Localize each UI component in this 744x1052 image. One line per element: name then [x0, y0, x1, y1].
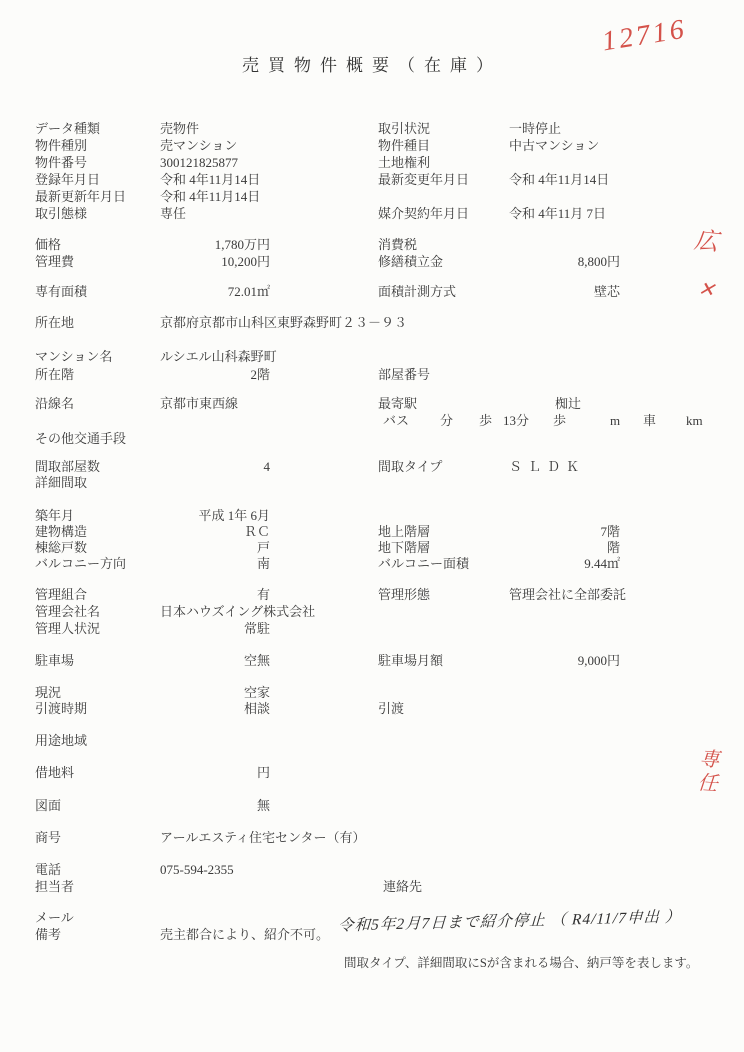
structure-label: 建物構造 [35, 524, 88, 539]
management-fee-value: 10,200円 [221, 254, 270, 269]
parking-monthly-label: 駐車場月額 [378, 653, 444, 668]
handwritten-note-kou: 広 [692, 227, 720, 257]
balcony-area-value: 9.44㎡ [584, 556, 620, 571]
property-kind-value: 売マンション [160, 138, 238, 153]
built-date-label: 築年月 [35, 508, 75, 523]
parking-value: 空無 [243, 653, 270, 668]
consumption-tax-label: 消費税 [378, 237, 418, 252]
transaction-type-value: 専任 [160, 206, 187, 221]
balcony-area-label: バルコニー面積 [378, 556, 470, 571]
floors-below-label: 地下階層 [378, 540, 431, 555]
land-rent-value: 円 [256, 765, 270, 780]
land-rent-label: 借地料 [35, 765, 75, 780]
data-type-value: 売物件 [160, 121, 200, 136]
structure-value: ＲＣ [243, 524, 270, 539]
last-modified-date-value: 令和 4年11月14日 [509, 172, 610, 187]
zoning-label: 用途地域 [35, 733, 88, 748]
other-transport-label: その他交通手段 [35, 431, 127, 446]
property-number-value: 300121825877 [160, 155, 238, 170]
remarks-value: 売主都合により、紹介不可。 [160, 927, 330, 942]
management-company-value: 日本ハウズイング株式会社 [160, 604, 316, 619]
nearest-station-value: 椥辻 [555, 396, 582, 411]
total-units-value: 戸 [256, 540, 270, 555]
floor-located-value: 2階 [250, 367, 270, 382]
access-walk-minutes: 13分 [503, 413, 530, 428]
current-state-value: 空家 [243, 685, 270, 700]
trade-name-label: 商号 [35, 830, 62, 845]
access-walk2-label: 歩 [553, 413, 567, 428]
layout-type-value: ＳＬＤＫ [509, 459, 586, 474]
land-rights-label: 土地権利 [378, 155, 431, 170]
phone-label: 電話 [35, 862, 62, 877]
area-measurement-value: 壁芯 [593, 284, 620, 299]
property-kind-label: 物件種別 [35, 138, 88, 153]
nearest-station-label: 最寄駅 [378, 396, 418, 411]
drawing-label: 図面 [35, 798, 62, 813]
contact-person-label: 担当者 [35, 879, 75, 894]
registration-date-label: 登録年月日 [35, 172, 101, 187]
handover-label: 引渡 [378, 701, 405, 716]
total-units-label: 棟総戸数 [35, 540, 88, 555]
repair-reserve-label: 修繕積立金 [378, 254, 444, 269]
contact-label: 連絡先 [383, 879, 423, 894]
price-value: 1,780万円 [214, 237, 270, 252]
room-number-label: 部屋番号 [378, 367, 431, 382]
access-car-label: 車 [643, 413, 657, 428]
drawing-value: 無 [256, 798, 270, 813]
floor-located-label: 所在階 [35, 367, 75, 382]
transaction-type-label: 取引態様 [35, 206, 88, 221]
email-label: メール [35, 910, 74, 925]
repair-reserve-value: 8,800円 [577, 254, 620, 269]
access-meter-unit: m [610, 413, 621, 428]
parking-label: 駐車場 [35, 653, 75, 668]
management-assoc-value: 有 [256, 587, 270, 602]
floors-below-value: 階 [606, 540, 620, 555]
mansion-name-value: ルシエル山科森野町 [160, 349, 277, 364]
property-category-value: 中古マンション [509, 138, 600, 153]
registration-date-value: 令和 4年11月14日 [160, 172, 261, 187]
room-count-value: 4 [263, 459, 270, 474]
footer-note: 間取タイプ、詳細間取にSが含まれる場合、納戸等を表します。 [344, 956, 699, 970]
layout-detail-label: 詳細間取 [35, 475, 88, 490]
room-count-label: 間取部屋数 [35, 459, 101, 474]
agency-contract-date-label: 媒介契約年月日 [378, 206, 470, 221]
parking-monthly-value: 9,000円 [577, 653, 620, 668]
location-label: 所在地 [35, 315, 75, 330]
exclusive-area-value: 72.01㎡ [227, 284, 270, 299]
management-form-label: 管理形態 [378, 587, 431, 602]
last-modified-date-label: 最新変更年月日 [378, 172, 470, 187]
floors-above-label: 地上階層 [378, 524, 431, 539]
floors-above-value: 7階 [600, 524, 620, 539]
handwritten-reference-number: 12716 [600, 13, 689, 58]
handwritten-x-mark: ✕ [696, 277, 717, 303]
deal-status-value: 一時停止 [509, 121, 562, 136]
management-fee-label: 管理費 [35, 254, 75, 269]
handwritten-remark: 令和5年2月7日まで紹介停止 （ R4/11/7申出 ） [337, 908, 682, 935]
access-km-unit: km [686, 413, 703, 428]
manager-status-value: 常駐 [243, 621, 270, 636]
management-company-label: 管理会社名 [35, 604, 101, 619]
management-form-value: 管理会社に全部委託 [509, 587, 627, 602]
page-title: 売買物件概要（在庫） [242, 56, 502, 75]
last-update-date-label: 最新更新年月日 [35, 189, 127, 204]
built-date-value: 平成 1年 6月 [198, 508, 270, 523]
trade-name-value: アールエスティ住宅センター（有） [160, 830, 366, 845]
current-state-label: 現況 [35, 685, 62, 700]
mansion-name-label: マンション名 [35, 349, 113, 364]
balcony-direction-label: バルコニー方向 [35, 556, 127, 571]
agency-contract-date-value: 令和 4年11月 7日 [509, 206, 607, 221]
last-update-date-value: 令和 4年11月14日 [160, 189, 261, 204]
exclusive-area-label: 専有面積 [35, 284, 88, 299]
balcony-direction-value: 南 [256, 556, 270, 571]
rail-line-label: 沿線名 [35, 396, 75, 411]
management-assoc-label: 管理組合 [35, 587, 88, 602]
property-number-label: 物件番号 [35, 155, 88, 170]
access-walk-label: 歩 [479, 413, 493, 428]
handwritten-sennin-note: 専任 [693, 747, 719, 797]
price-label: 価格 [35, 237, 62, 252]
handover-time-value: 相談 [243, 701, 270, 716]
manager-status-label: 管理人状況 [35, 621, 101, 636]
data-type-label: データ種類 [35, 121, 101, 136]
layout-type-label: 間取タイプ [378, 459, 443, 474]
deal-status-label: 取引状況 [378, 121, 431, 136]
rail-line-value: 京都市東西線 [160, 396, 239, 411]
phone-value: 075-594-2355 [160, 862, 234, 877]
handover-time-label: 引渡時期 [35, 701, 88, 716]
property-category-label: 物件種目 [378, 138, 431, 153]
access-bus-label: バス [383, 413, 410, 428]
access-bus-min-unit: 分 [440, 413, 454, 428]
remarks-label: 備考 [35, 927, 62, 942]
area-measurement-label: 面積計測方式 [378, 284, 457, 299]
location-value: 京都府京都市山科区東野森野町２３－９３ [160, 315, 408, 330]
